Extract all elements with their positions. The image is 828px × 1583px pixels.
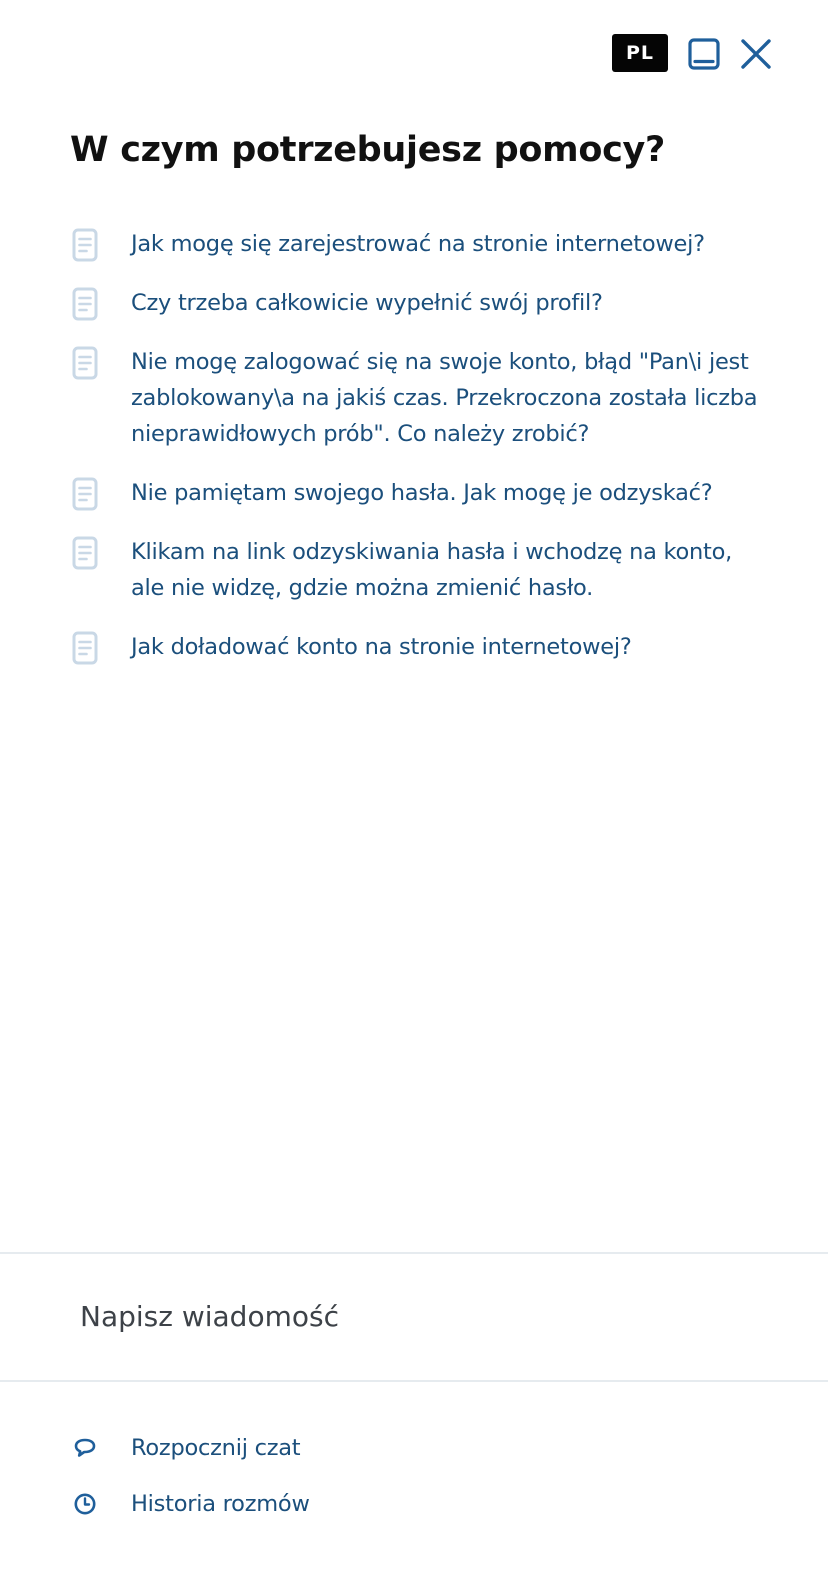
start-chat-label: Rozpocznij czat [131,1435,301,1461]
faq-question: Czy trzeba całkowicie wypełnić swój profil? [131,290,603,316]
message-input[interactable] [80,1294,760,1338]
faq-item[interactable] [0,344,828,452]
page-title: W czym potrzebujesz pomocy? [70,130,666,170]
faq-item[interactable] [0,226,828,262]
faq-question: Jak doładować konto na stronie internetowej? [131,634,632,660]
document-icon [72,477,98,511]
document-icon [72,228,98,262]
faq-question: Jak mogę się zarejestrować na stronie internetowej? [131,231,705,257]
faq-item[interactable] [0,534,828,606]
language-selector[interactable]: PL [612,34,668,72]
minimize-button[interactable] [684,34,724,74]
chat-history-label: Historia rozmów [131,1491,310,1517]
close-icon [740,38,772,70]
faq-item[interactable] [0,285,828,321]
close-button[interactable] [736,34,776,74]
faq-list [0,226,828,688]
faq-question: Nie mogę zalogować się na swoje konto, błąd "Pan\i jest zablokowany\a na jakiś czas. Przekroczona została liczba nieprawidłowych prób". Co należy zrobić? [131,349,758,447]
faq-question: Klikam na link odzyskiwania hasła i wchodzę na konto, ale nie widzę, gdzie można zmienić hasło. [131,539,733,601]
start-chat-button[interactable] [72,1428,300,1468]
divider [0,1380,828,1382]
divider [0,1252,828,1254]
document-icon [72,287,98,321]
minimize-window-icon [687,37,721,71]
chat-history-button[interactable] [72,1484,310,1524]
document-icon [72,346,98,380]
faq-item[interactable] [0,629,828,665]
header-controls [612,34,782,74]
faq-item[interactable] [0,475,828,511]
chat-bubble-icon [72,1435,98,1461]
document-icon [72,536,98,570]
clock-icon [72,1491,98,1517]
document-icon [72,631,98,665]
faq-question: Nie pamiętam swojego hasła. Jak mogę je odzyskać? [131,480,713,506]
